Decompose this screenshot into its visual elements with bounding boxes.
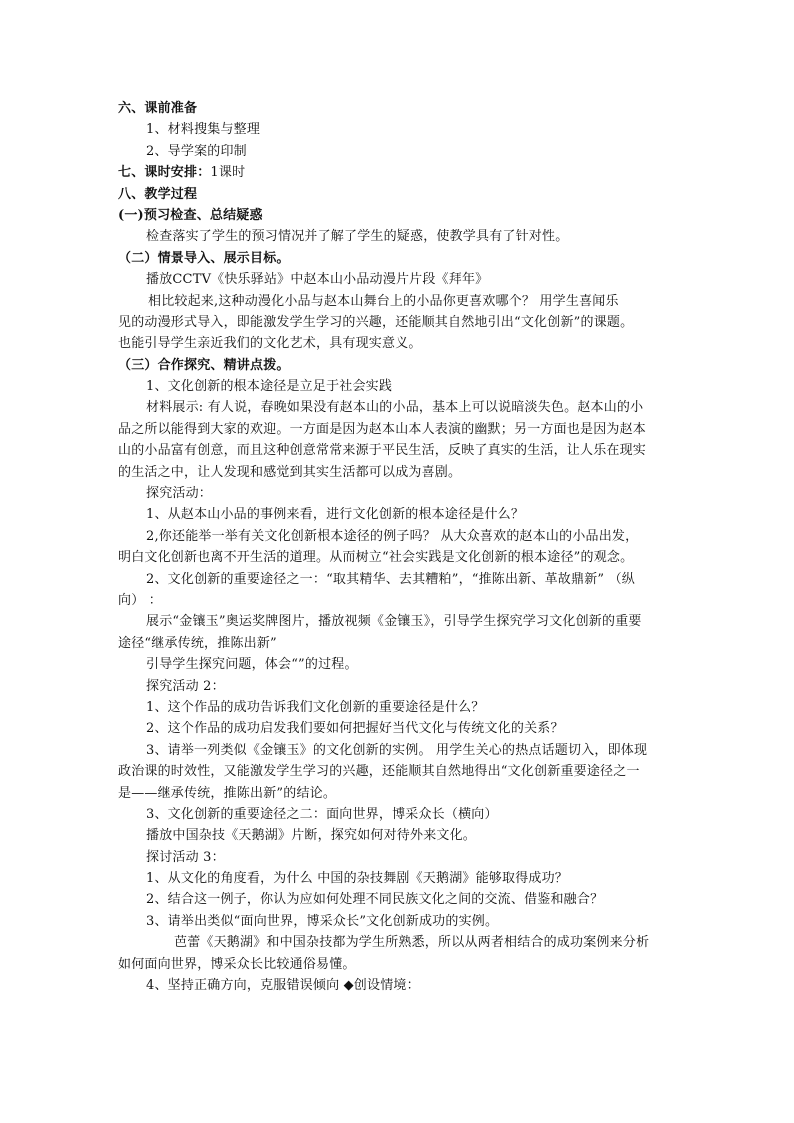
paragraph-line: 展示“金镶玉”奥运奖牌图片，播放视频《金镶玉》，引导学生探究学习文化创新的重要 [146, 614, 642, 630]
section-heading-8: 八、教学过程 [118, 186, 198, 202]
paragraph-line: 政治课的时效性，又能激发学生学习的兴趣，还能顺其自然地得出“文化创新重要途径之一 [118, 764, 640, 780]
question-item: 1、从赵本山小品的事例来看，进行文化创新的根本途径是什么？ [146, 507, 525, 523]
paragraph-line: 向） ： [118, 592, 162, 608]
question-item: 2、结合这一例子，你认为应如何处理不同民族文化之间的交流、借鉴和融合？ [146, 892, 604, 908]
subsection-heading-1: (一)预习检查、总结疑惑 [118, 207, 263, 223]
topic-heading: 2、文化创新的重要途径之一：“取其精华、去其糟粕”，“推陈出新、革故鼎新” （纵 [146, 571, 635, 587]
question-item: 2,你还能举一举有关文化创新根本途径的例子吗？ 从大众喜欢的赵本山的小品出发， [146, 528, 639, 544]
heading-value: 1课时 [210, 165, 246, 181]
paragraph-line: 也能引导学生亲近我们的文化艺术，具有现实意义。 [118, 336, 422, 352]
paragraph-line: 如何面向世界，博采众长比较通俗易懂。 [118, 956, 356, 972]
section-heading-7 [118, 162, 678, 183]
heading-label: 七、课时安排： [118, 165, 211, 181]
topic-heading: 3、文化创新的重要途径之二：面向世界，博采众长（横向） [146, 806, 498, 822]
paragraph-line: 品之所以能得到大家的欢迎。一方面是因为赵本山本人表演的幽默；另一方面也是因为赵本 [118, 421, 647, 437]
list-item: 2、导学案的印制 [146, 143, 247, 159]
question-item: 3、请举出类似“面向世界，博采众长”文化创新成功的实例。 [146, 913, 499, 929]
activity-label: 探究活动 2： [146, 678, 225, 694]
paragraph-line: 明白文化创新也离不开生活的道理。从而树立“社会实践是文化创新的根本途径”的观念。 [118, 550, 634, 566]
paragraph-line: 芭蕾《天鹅湖》和中国杂技都为学生所熟悉，所以从两者相结合的成功案例来分析 [174, 935, 650, 951]
paragraph-line: 见的动漫形式导入，即能激发学生学习的兴趣，还能顺其自然地引出“文化创新”的课题。 [118, 314, 634, 330]
activity-label: 探讨活动 3： [146, 849, 225, 865]
question-item: 2、这个作品的成功启发我们要如何把握好当代文化与传统文化的关系？ [146, 721, 564, 737]
paragraph-line: 检查落实了学生的预习情况并了解了学生的疑惑，使教学具有了针对性。 [146, 229, 569, 245]
paragraph-line: 是——继承传统，推陈出新”的结论。 [118, 785, 337, 801]
paragraph-line: 播放中国杂技《天鹅湖》片断，探究如何对待外来文化。 [146, 828, 477, 844]
activity-label: 探究活动： [146, 486, 213, 502]
paragraph-line: 山的小品富有创意，而且这种创意常常来源于平民生活，反映了真实的生活，让人乐在现实 [118, 443, 647, 459]
subsection-heading-3: （三）合作探究、精讲点拨。 [118, 357, 290, 373]
subsection-heading-2: （二）情景导入、展示目标。 [118, 250, 290, 266]
question-item: 1、从文化的角度看，为什么 中国的杂技舞剧《天鹅湖》能够取得成功？ [146, 871, 569, 887]
section-heading-6: 六、课前准备 [118, 101, 198, 116]
question-item: 3、请举一列类似《金镶玉》的文化创新的实例。 用学生关心的热点话题切入，即体现 [146, 742, 648, 758]
paragraph-line: 相比较起来,这种动漫化小品与赵本山舞台上的小品你更喜欢哪个？ 用学生喜闻乐 [148, 293, 619, 309]
paragraph-line: 途径“继承传统，推陈出新” [118, 635, 277, 651]
document-body [118, 98, 678, 996]
paragraph-line: 的生活之中，让人发现和感觉到其实生活都可以成为喜剧。 [118, 464, 462, 480]
topic-heading: 1、文化创新的根本途径是立足于社会实践 [146, 379, 393, 395]
question-item: 1、这个作品的成功告诉我们文化创新的重要途径是什么？ [146, 699, 485, 715]
paragraph-line: 播放CCTV《快乐驿站》中赵本山小品动漫片片段《拜年》 [146, 272, 489, 288]
list-item: 1、材料搜集与整理 [146, 122, 261, 138]
topic-heading: 4、坚持正确方向，克服错误倾向 ◆创设情境： [146, 978, 420, 994]
paragraph-line: 材料展示: 有人说，春晚如果没有赵本山的小品，基本上可以说暗淡失色。赵本山的小 [146, 400, 644, 416]
paragraph-line: 引导学生探究问题，体会“”的过程。 [146, 657, 358, 673]
